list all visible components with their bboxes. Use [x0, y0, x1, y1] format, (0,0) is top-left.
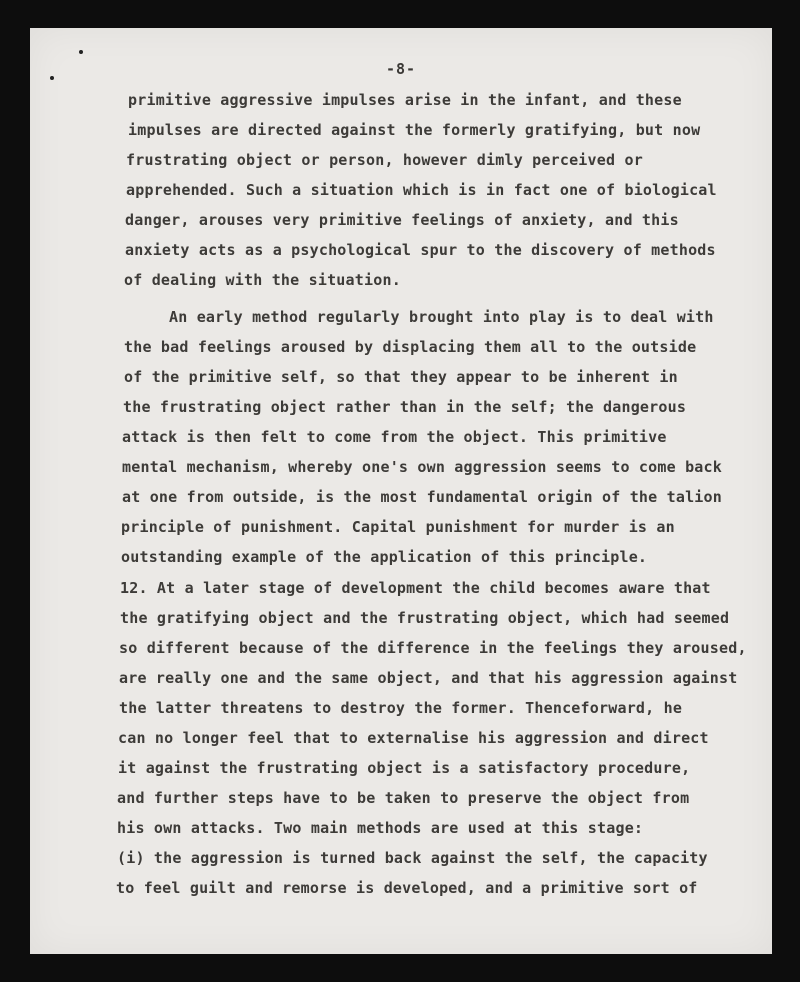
document-page [30, 28, 772, 954]
text-line: at one from outside, is the most fundamental origin of the talion [122, 488, 722, 506]
text-line: the bad feelings aroused by displacing them all to the outside [124, 338, 697, 356]
text-line: frustrating object or person, however dimly perceived or [126, 151, 643, 169]
page-number: -8- [385, 60, 417, 78]
text-line: principle of punishment. Capital punishment for murder is an [121, 518, 675, 536]
text-line: primitive aggressive impulses arise in the infant, and these [128, 91, 682, 109]
text-line: the latter threatens to destroy the former. Thenceforward, he [119, 699, 683, 717]
text-line: are really one and the same object, and that his aggression against [119, 669, 738, 687]
text-line: mental mechanism, whereby one's own aggression seems to come back [122, 458, 722, 476]
text-line: anxiety acts as a psychological spur to the discovery of methods [125, 241, 716, 259]
text-line: apprehended. Such a situation which is in fact one of biological [126, 181, 717, 199]
text-line: danger, arouses very primitive feelings of anxiety, and this [125, 211, 679, 229]
text-line: his own attacks. Two main methods are used at this stage: [117, 819, 644, 837]
text-line: An early method regularly brought into play is to deal with [169, 308, 714, 326]
text-line: 12. At a later stage of development the child becomes aware that [120, 579, 711, 597]
text-line: so different because of the difference in the feelings they aroused, [119, 639, 747, 657]
text-line: impulses are directed against the formerly gratifying, but now [128, 121, 701, 139]
text-line: (i) the aggression is turned back against the self, the capacity [117, 849, 708, 867]
text-line: of dealing with the situation. [124, 271, 401, 289]
document-body [30, 28, 772, 954]
text-line: to feel guilt and remorse is developed, and a primitive sort of [116, 879, 698, 897]
text-line: it against the frustrating object is a satisfactory procedure, [118, 759, 691, 777]
text-line: and further steps have to be taken to preserve the object from [117, 789, 690, 807]
text-line: the frustrating object rather than in the self; the dangerous [123, 398, 687, 416]
text-line: the gratifying object and the frustrating object, which had seemed [120, 609, 730, 627]
text-line: can no longer feel that to externalise his aggression and direct [118, 729, 709, 747]
text-line: attack is then felt to come from the object. This primitive [122, 428, 667, 446]
text-line: of the primitive self, so that they appear to be inherent in [124, 368, 678, 386]
text-line: outstanding example of the application of this principle. [121, 548, 648, 566]
